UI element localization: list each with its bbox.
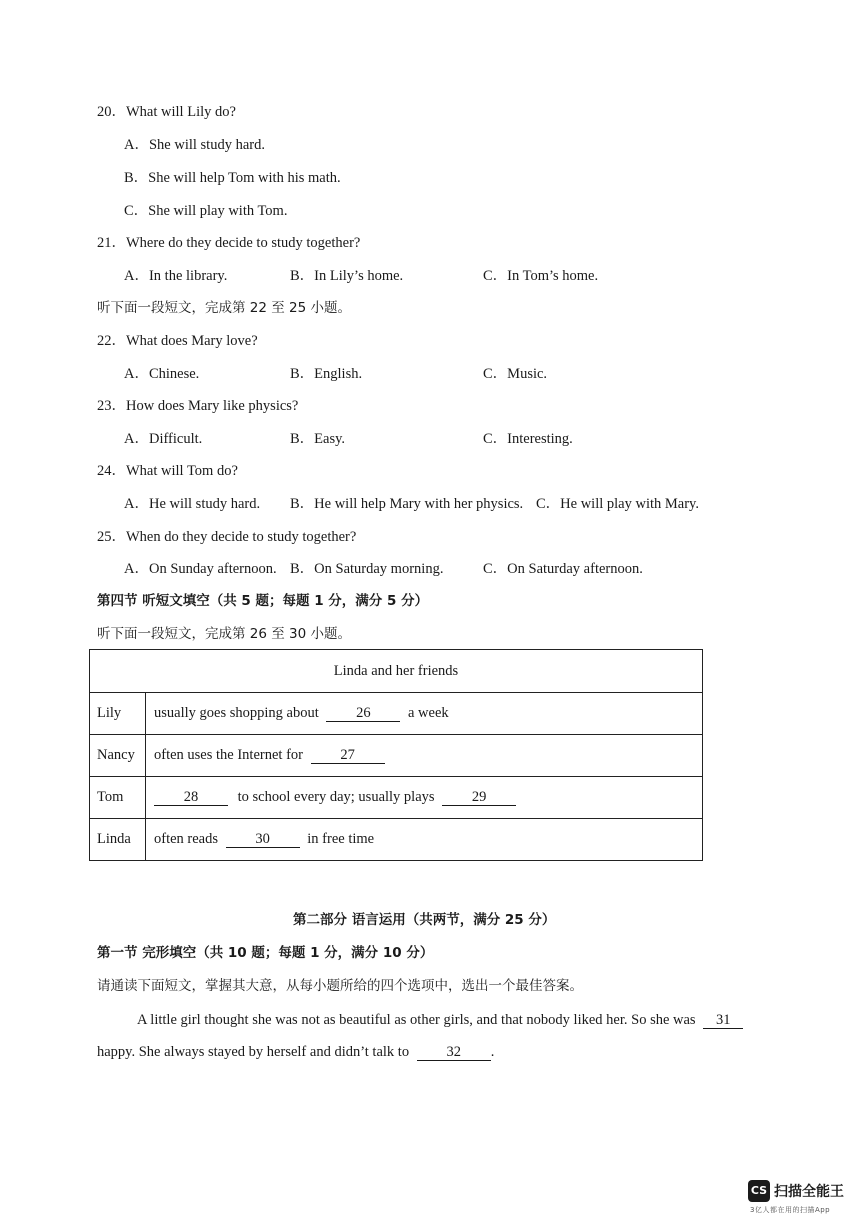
section-heading: 第一节 完形填空（共 10 题；每题 1 分，满分 10 分） xyxy=(97,945,434,961)
row-content xyxy=(146,693,703,735)
answer-option: B．English. xyxy=(290,366,363,382)
answer-blank: 30 xyxy=(226,831,300,848)
answer-blank: 29 xyxy=(442,789,516,806)
row-text: a week xyxy=(407,705,449,721)
table-row xyxy=(90,735,703,777)
answer-option: B．She will help Tom with his math. xyxy=(124,170,341,186)
answer-option: A．She will study hard. xyxy=(124,137,265,153)
answer-blank: 32 xyxy=(417,1044,491,1061)
table-row xyxy=(90,693,703,735)
answer-blank: 27 xyxy=(311,747,385,764)
watermark-name: 扫描全能王 xyxy=(774,1184,844,1200)
question-stem: 21．Where do they decide to study together? xyxy=(97,235,361,251)
instruction-text: 听下面一段短文，完成第 22 至 25 小题。 xyxy=(97,300,352,316)
answer-option: B．Easy. xyxy=(290,431,346,447)
instruction-text: 请通读下面短文，掌握其大意，从每小题所给的四个选项中，选出一个最佳答案。 xyxy=(97,978,583,994)
answer-option: B．He will help Mary with her physics. xyxy=(290,496,524,512)
question-stem: 25．When do they decide to study together? xyxy=(97,529,357,545)
row-text: usually goes shopping about xyxy=(154,705,319,721)
answer-option: A．On Sunday afternoon. xyxy=(124,561,277,577)
passage-text: A little girl thought she was not as beautiful as other girls, and that nobody liked her. So she was xyxy=(137,1012,696,1028)
row-content xyxy=(146,735,703,777)
row-text: often uses the Internet for xyxy=(154,747,303,763)
passage-text: happy. She always stayed by herself and didn’t talk to xyxy=(97,1044,410,1060)
question-stem: 23．How does Mary like physics? xyxy=(97,398,299,414)
person-name: Linda xyxy=(90,819,146,861)
fill-in-table xyxy=(89,649,703,861)
table-row xyxy=(90,819,703,861)
answer-option: B．In Lily’s home. xyxy=(290,268,404,284)
table-title-row xyxy=(90,650,703,693)
table-title: Linda and her friends xyxy=(90,650,703,693)
passage-text: . xyxy=(490,1044,495,1060)
section-heading: 第四节 听短文填空（共 5 题；每题 1 分，满分 5 分） xyxy=(97,593,429,609)
part-heading: 第二部分 语言运用（共两节，满分 25 分） xyxy=(293,912,556,928)
instruction-text: 听下面一段短文，完成第 26 至 30 小题。 xyxy=(97,626,352,642)
answer-option: C．He will play with Mary. xyxy=(536,496,699,512)
row-text: often reads xyxy=(154,831,219,847)
answer-option: C．Music. xyxy=(483,366,548,382)
row-text: to school every day; usually plays xyxy=(237,789,435,805)
answer-blank: 26 xyxy=(326,705,400,722)
answer-option: A．In the library. xyxy=(124,268,228,284)
person-name: Tom xyxy=(90,777,146,819)
answer-option: B．On Saturday morning. xyxy=(290,561,444,577)
row-content xyxy=(146,819,703,861)
answer-option: C．On Saturday afternoon. xyxy=(483,561,643,577)
answer-option: A．Difficult. xyxy=(124,431,203,447)
answer-option: A．Chinese. xyxy=(124,366,200,382)
table-row xyxy=(90,777,703,819)
answer-option: A．He will study hard. xyxy=(124,496,261,512)
watermark-tagline: 3亿人都在用的扫描App xyxy=(750,1206,831,1214)
passage-line xyxy=(137,1011,743,1029)
person-name: Nancy xyxy=(90,735,146,777)
question-stem: 20．What will Lily do? xyxy=(97,104,236,120)
passage-line xyxy=(97,1043,494,1061)
camscanner-logo-icon: CS xyxy=(748,1180,770,1202)
question-stem: 22．What does Mary love? xyxy=(97,333,258,349)
answer-blank: 31 xyxy=(703,1012,743,1029)
scanner-watermark xyxy=(748,1178,852,1218)
answer-blank: 28 xyxy=(154,789,228,806)
question-stem: 24．What will Tom do? xyxy=(97,463,238,479)
person-name: Lily xyxy=(90,693,146,735)
answer-option: C．She will play with Tom. xyxy=(124,203,288,219)
answer-option: C．In Tom’s home. xyxy=(483,268,599,284)
answer-option: C．Interesting. xyxy=(483,431,573,447)
row-text: in free time xyxy=(307,831,375,847)
row-content xyxy=(146,777,703,819)
